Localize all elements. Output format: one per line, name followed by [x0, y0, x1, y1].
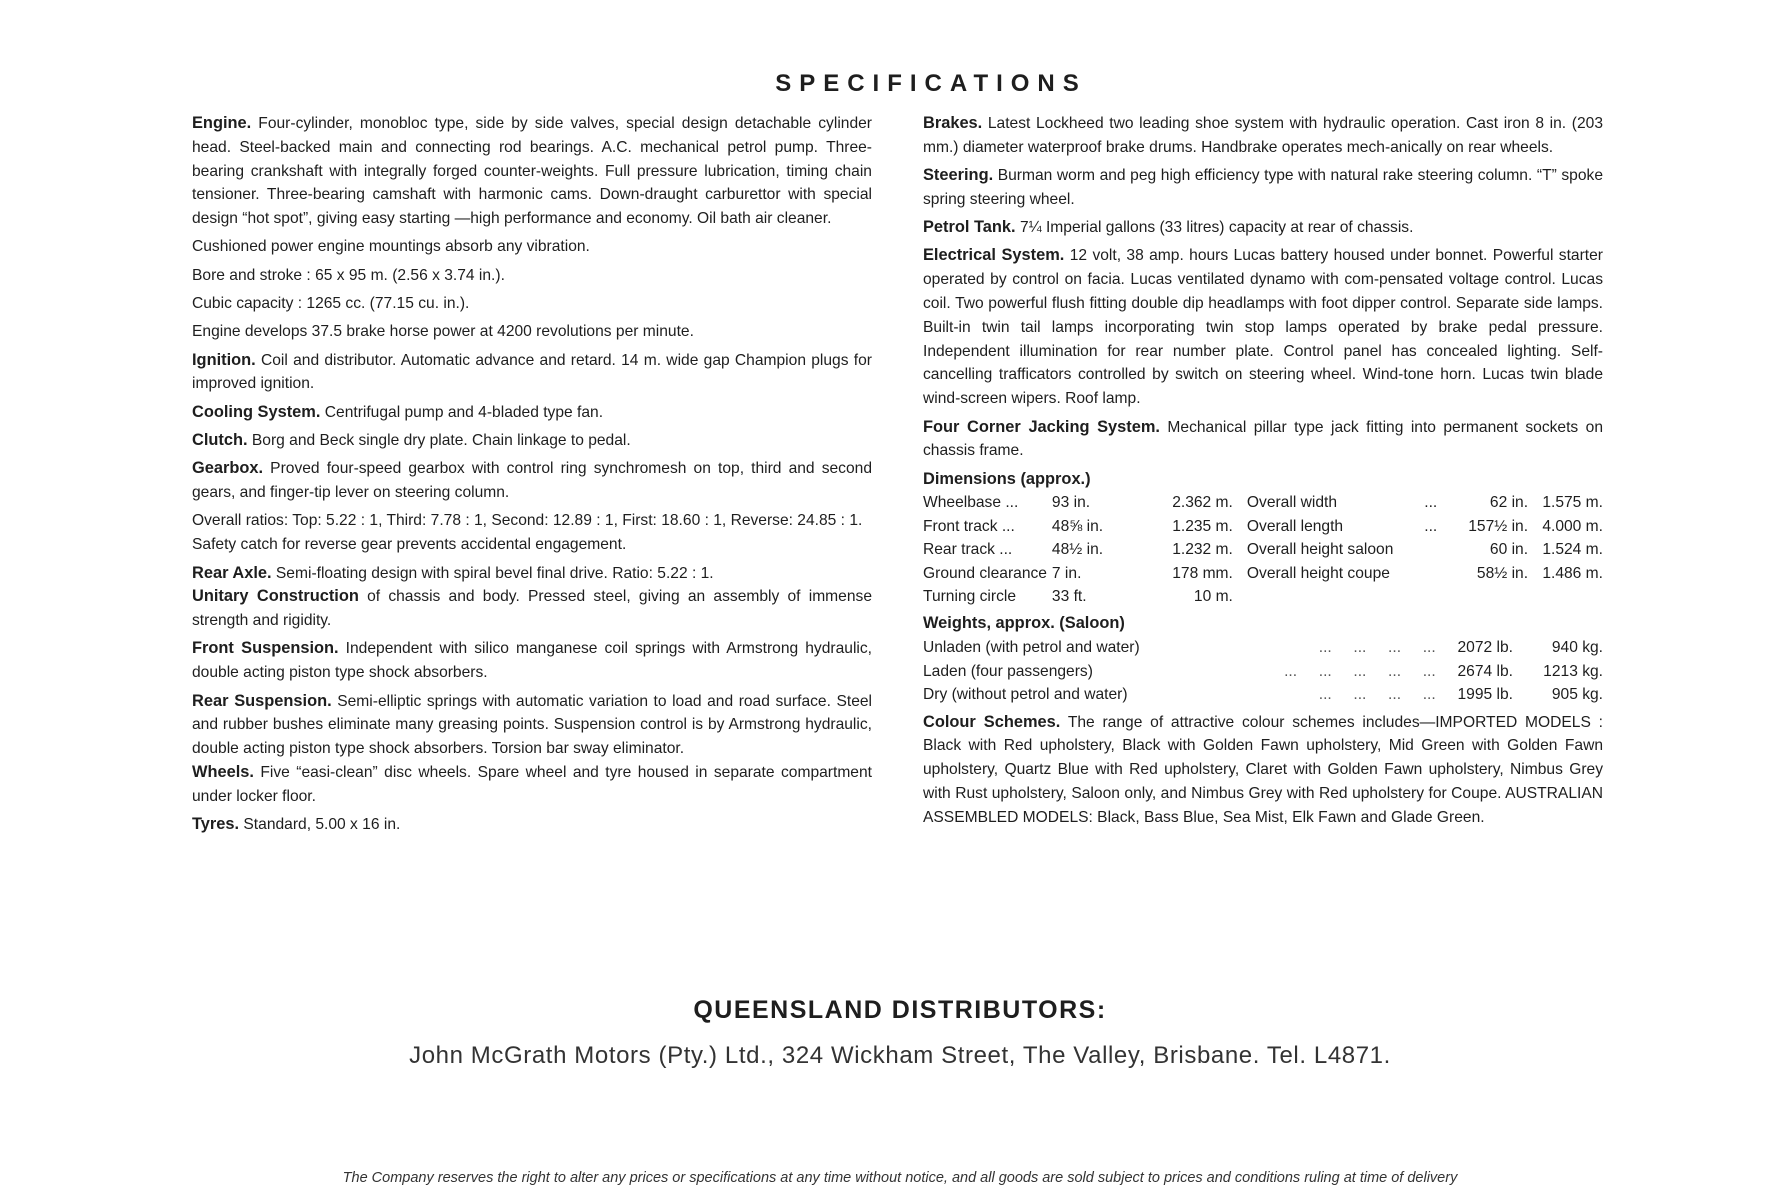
spec-text: Bore and stroke : 65 x 95 m. (2.56 x 3.74 in.). — [192, 266, 505, 284]
dimensions-cell: 93 in. — [1051, 494, 1091, 512]
spec-text: Cubic capacity : 1265 cc. (77.15 cu. in.). — [192, 295, 470, 313]
dimensions-cell: 157½ in. — [1468, 517, 1529, 535]
spec-text: The range of attractive colour schemes includes—IMPORTED MODELS : Black with Red upholstery, Black with Golden Fawn upholstery, Mid Green with Golden Fawn upholstery, Quartz Blue with Red upholstery, Claret with Golden Fawn upholstery, Nimbus Grey with Rust upholstery, Saloon only, and Nimbus Grey with Red upholstery for Coupe. AUSTRALIAN ASSEMBLED MODELS: Black, Bass Blue, Sea Mist, Elk Fawn and Glade Green. — [923, 713, 1603, 826]
weights-row — [923, 636, 1603, 659]
spec-paragraph — [923, 244, 1603, 411]
spec-paragraph — [192, 509, 872, 533]
spec-paragraph — [192, 457, 872, 505]
spec-paragraph — [923, 416, 1603, 464]
spec-paragraph — [923, 216, 1603, 240]
dimensions-cell: 1.235 m. — [1172, 517, 1233, 535]
spec-label: Petrol Tank. — [923, 218, 1016, 237]
dimensions-cell: 2.362 m. — [1172, 494, 1233, 512]
dimensions-cell: 4.000 m. — [1542, 517, 1603, 535]
dimensions-row — [923, 515, 1603, 538]
spec-text: Four-cylinder, monobloc type, side by side valves, special design detachable cylinder head. Steel-backed main and connecting rod bearings. A.C. mechanical petrol pump. Three-bearing crankshaft with integrally forged counter-weights. Full pressure lubrication, timing chain tensioner. Three-bearing camshaft with harmonic cams. Down-draught carburettor with special design “hot spot”, giving easy starting —high performance and economy. Oil bath air cleaner. — [192, 115, 872, 228]
dimensions-cell — [1466, 585, 1528, 608]
spec-paragraph — [192, 533, 872, 557]
weights-row — [923, 660, 1603, 683]
spec-paragraph — [192, 429, 872, 453]
spec-paragraph — [923, 164, 1603, 212]
dimensions-row — [923, 491, 1603, 514]
spec-label: Engine. — [192, 114, 252, 132]
dimensions-cell: 48½ in. — [1051, 541, 1104, 559]
dimensions-cell: 33 ft. — [1051, 588, 1087, 606]
dimensions-cell: Turning circle — [923, 588, 1017, 606]
dimensions-row — [923, 562, 1603, 585]
spec-text: Latest Lockheed two leading shoe system with hydraulic operation. Cast iron 8 in. (203 mm.) diameter waterproof brake drums. Handbrake operates mech-anically on rear wheels. — [923, 115, 1603, 156]
spec-label: Ignition. — [192, 350, 256, 369]
dimensions-cell: 60 in. — [1489, 541, 1529, 559]
weights-cell: ... ... ... ... — [1318, 686, 1436, 704]
dimensions-heading: Dimensions (approx.) — [923, 469, 1091, 488]
weights-cell: Unladen (with petrol and water) — [923, 639, 1140, 657]
weights-cell: 905 kg. — [1551, 686, 1603, 704]
dimensions-cell: 1.524 m. — [1542, 541, 1603, 559]
weights-cell: ... ... ... ... — [1318, 639, 1436, 657]
spec-text: Centrifugal pump and 4-bladed type fan. — [320, 403, 604, 421]
right-spec-column — [923, 112, 1603, 834]
disclaimer: The Company reserves the right to alter any prices or specifications at any time without notice, and all goods are sold subject to prices and conditions ruling at time of delivery — [342, 1170, 1458, 1186]
dimensions-cell — [1424, 562, 1466, 585]
dimensions-row — [923, 585, 1603, 608]
spec-paragraph — [192, 264, 872, 288]
dimensions-cell — [1424, 585, 1466, 608]
dimensions-cell — [1233, 585, 1424, 608]
spec-text: Mechanical pillar type jack fitting into permanent sockets on chassis frame. — [923, 418, 1603, 460]
spec-paragraph — [192, 112, 872, 231]
weights-cell: 2674 lb. — [1457, 662, 1513, 680]
spec-label: Electrical System. — [923, 246, 1065, 265]
spec-paragraph — [192, 761, 872, 809]
dimensions-cell: Ground clearance — [923, 564, 1047, 582]
spec-text: Standard, 5.00 x 16 in. — [239, 816, 401, 834]
spec-text: Coil and distributor. Automatic advance and retard. 14 m. wide gap Champion plugs for improved ignition. — [192, 351, 872, 393]
dimensions-cell: Overall width — [1246, 494, 1338, 512]
dimensions-cell: Front track ... — [923, 517, 1015, 535]
spec-text: 7¼ Imperial gallons (33 litres) capacity at rear of chassis. — [1015, 219, 1414, 237]
dimensions-cell: 1.232 m. — [1172, 541, 1233, 559]
dimensions-cell: 58½ in. — [1476, 564, 1529, 582]
spec-label: Brakes. — [923, 114, 983, 132]
dimensions-table — [923, 491, 1603, 608]
spec-text: Burman worm and peg high efficiency type with natural rake steering column. “T” spoke spring steering wheel. — [923, 167, 1603, 208]
weights-cell: 1995 lb. — [1457, 686, 1513, 704]
dimensions-cell: Overall height coupe — [1246, 564, 1390, 582]
spec-text: 12 volt, 38 amp. hours Lucas battery housed under bonnet. Powerful starter operated by control on facia. Lucas ventilated dynamo with com-pensated voltage control. Lucas coil. Two powerful flush fitting double dip headlamps with foot dipper control. Separate side lamps. Built-in twin tail lamps incorporating twin stop lamps operated by brake pedal pressure. Independent illumination for rear number plate. Control panel has concealed lighting. Self-cancelling trafficators controlled by switch on steering wheel. Wind-tone horn. Lucas twin blade wind-screen wipers. Roof lamp. — [923, 247, 1603, 408]
spec-label: Cooling System. — [192, 402, 321, 421]
dimensions-cell: Wheelbase ... — [923, 494, 1019, 512]
spec-text: Engine develops 37.5 brake horse power at 4200 revolutions per minute. — [192, 323, 694, 341]
distributor-heading: QUEENSLAND DISTRIBUTORS: — [693, 996, 1107, 1024]
weights-cell: Dry (without petrol and water) — [923, 686, 1128, 704]
spec-label: Rear Suspension. — [192, 691, 332, 710]
spec-paragraph — [192, 292, 872, 316]
dimensions-cell: Overall height saloon — [1246, 541, 1394, 559]
spec-paragraph — [192, 562, 872, 586]
spec-label: Tyres. — [192, 815, 240, 834]
spec-label: Four Corner Jacking System. — [923, 417, 1160, 436]
spec-text: Semi-elliptic springs with automatic variation to load and road surface. Steel and rubber bushes eliminate many greasing points. Suspension control is by Armstrong hydraulic, double acting piston type shock absorbers. Torsion bar sway eliminator. — [192, 692, 873, 758]
weights-cell: Laden (four passengers) — [923, 662, 1093, 680]
weights-cell: ... ... ... ... ... — [1284, 662, 1436, 680]
weights-heading: Weights, approx. (Saloon) — [923, 614, 1125, 633]
spec-label: Wheels. — [192, 762, 254, 781]
spec-paragraph — [192, 690, 872, 761]
spec-text: Semi-floating design with spiral bevel final drive. Ratio: 5.22 : 1. — [271, 564, 714, 582]
spec-text: Independent with silico manganese coil springs with Armstrong hydraulic, double acting piston type shock absorbers. — [192, 640, 872, 682]
spec-label: Front Suspension. — [192, 639, 339, 658]
spec-text: Proved four-speed gearbox with control ring synchromesh on top, third and second gears, and finger-tip lever on steering column. — [192, 460, 872, 502]
page-title: SPECIFICATIONS — [775, 70, 1087, 97]
dimensions-cell: 10 m. — [1193, 588, 1233, 606]
dimensions-cell: 62 in. — [1489, 494, 1529, 512]
dimensions-cell: ... — [1424, 517, 1438, 535]
weights-cell: 1213 kg. — [1543, 662, 1603, 680]
dimensions-cell: 1.486 m. — [1542, 564, 1603, 582]
right-spec-paragraphs — [923, 112, 1603, 463]
spec-label: Steering. — [923, 166, 994, 185]
weights-cell: 940 kg. — [1551, 639, 1603, 657]
dimensions-cell: 7 in. — [1051, 564, 1082, 582]
dimensions-cell — [1424, 538, 1466, 561]
dimensions-cell — [1528, 585, 1603, 608]
dimensions-cell: 178 mm. — [1172, 564, 1233, 582]
spec-paragraph — [192, 320, 872, 344]
spec-text: Overall ratios: Top: 5.22 : 1, Third: 7.78 : 1, Second: 12.89 : 1, First: 18.60 : 1, Reverse: 24.85 : 1. — [192, 512, 863, 530]
weights-row — [923, 683, 1603, 706]
spec-text: Five “easi-clean” disc wheels. Spare wheel and tyre housed in separate compartment under locker floor. — [192, 763, 872, 805]
spec-paragraph — [923, 112, 1603, 160]
spec-label: Rear Axle. — [192, 563, 272, 582]
dimensions-cell: 48⅝ in. — [1051, 517, 1104, 535]
spec-label: Colour Schemes. — [923, 712, 1061, 731]
dimensions-cell: Overall length — [1246, 517, 1344, 535]
spec-text: Safety catch for reverse gear prevents accidental engagement. — [192, 536, 627, 554]
dimensions-cell: Rear track ... — [923, 541, 1013, 559]
spec-paragraph — [192, 585, 872, 633]
dimensions-row — [923, 538, 1603, 561]
spec-paragraph — [192, 401, 872, 425]
spec-label: Clutch. — [192, 431, 248, 450]
distributor-address: John McGrath Motors (Pty.) Ltd., 324 Wickham Street, The Valley, Brisbane. Tel. L4871. — [409, 1042, 1391, 1069]
spec-paragraph — [192, 349, 872, 397]
spec-paragraph — [192, 813, 872, 837]
left-spec-column — [192, 112, 872, 841]
spec-text: Cushioned power engine mountings absorb any vibration. — [192, 238, 590, 256]
spec-text: Borg and Beck single dry plate. Chain linkage to pedal. — [247, 432, 631, 450]
weights-cell: 2072 lb. — [1457, 639, 1513, 657]
spec-paragraph — [192, 235, 872, 259]
dimensions-cell: 1.575 m. — [1542, 494, 1603, 512]
spec-paragraph — [192, 637, 872, 685]
weights-table — [923, 636, 1603, 706]
spec-label: Unitary Construction — [192, 587, 359, 606]
spec-colour-schemes — [923, 711, 1603, 830]
spec-text: of chassis and body. Pressed steel, giving an assembly of immense strength and rigidity. — [192, 588, 872, 630]
dimensions-cell: ... — [1424, 494, 1438, 512]
spec-label: Gearbox. — [192, 459, 264, 478]
